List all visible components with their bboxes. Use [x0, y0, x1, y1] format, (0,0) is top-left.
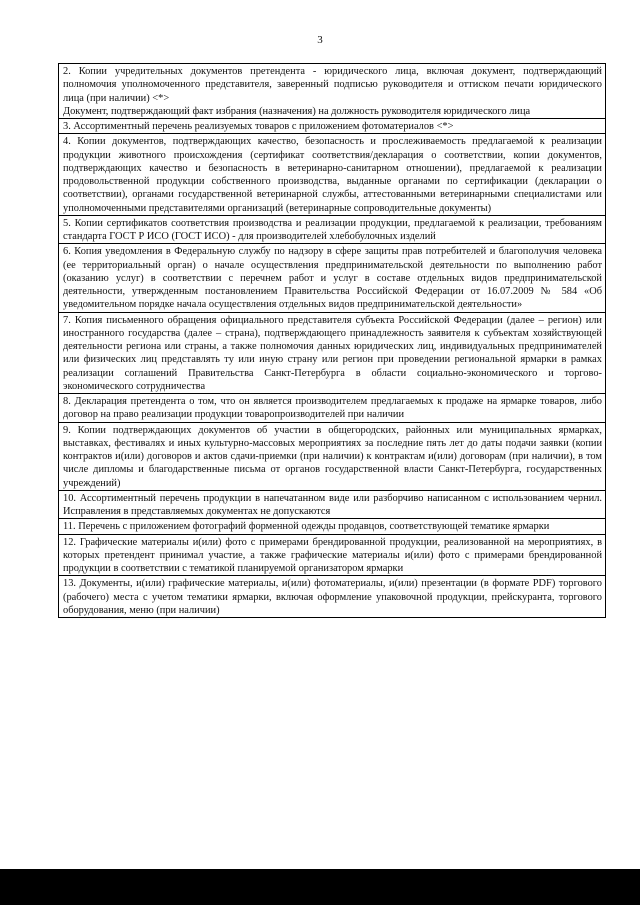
- table-row: [59, 119, 606, 134]
- cell-paragraph: 12. Графические материалы и(или) фото с примерами брендированной продукции, реализованной на мероприятиях, в которых претендент принимал участие, а также графические материалы и(или) фото с примерами брендированной продукции в соответствии с тематикой планируемой организатором ярмарки: [63, 536, 602, 574]
- cell-paragraph: 2. Копии учредительных документов претендента - юридического лица, включая документ, подтверждающий полномочия уполномоченного представителя, заверенный подписью руководителя и оттиском печати юридического лица (при наличии) <*>: [63, 66, 602, 104]
- cell-paragraph: 13. Документы, и(или) графические материалы, и(или) фотоматериалы, и(или) презентации (в формате PDF) торгового (рабочего) места с учетом тематики ярмарки, включая оформление упаковочной продукции, прейскуранта, торгового оборудования, меню (при наличии): [63, 578, 602, 616]
- table-cell: [59, 119, 606, 134]
- cell-paragraph: Документ, подтверждающий факт избрания (назначения) на должность руководителя юридического лица: [63, 105, 531, 117]
- table-row: [59, 534, 606, 576]
- documents-table-body: [59, 64, 606, 618]
- table-row: [59, 490, 606, 519]
- scan-bottom-edge: [0, 869, 640, 905]
- cell-paragraph: 8. Декларация претендента о том, что он является производителем предлагаемых к продаже на ярмарке товаров, либо договор на право реализации продукции товаропроизводителей при наличии: [63, 396, 602, 421]
- table-cell: [59, 64, 606, 119]
- table-cell: [59, 422, 606, 490]
- table-row: [59, 394, 606, 423]
- cell-paragraph: 3. Ассортиментный перечень реализуемых товаров с приложением фотоматериалов <*>: [63, 121, 454, 132]
- cell-paragraph: 10. Ассортиментный перечень продукции в напечатанном виде или разборчиво написанном с использованием чернил. Исправления в представляемых документах не допускаются: [63, 492, 602, 517]
- table-row: [59, 576, 606, 618]
- table-row: [59, 422, 606, 490]
- cell-paragraph: 6. Копия уведомления в Федеральную службу по надзору в сфере защиты прав потребителей и благополучия человека (ее территориальный орган) о начале осуществления предпринимательской деятельности по выполнению работ (оказанию услуг) в соответствии с перечнем работ и услуг в составе отдельных видов предпринимательской деятельности, утвержденным постановлением Правительства Российской Федерации от 16.07.2009 № 584 «Об уведомительном порядке начала осуществления отдельных видов предпринимательской деятельности»: [63, 246, 602, 311]
- table-cell: [59, 534, 606, 576]
- table-cell: [59, 394, 606, 423]
- cell-paragraph: 7. Копия письменного обращения официального представителя субъекта Российской Федерации (далее – регион) или иностранного государства (далее – страна), подтверждающего принадлежность заявителя к субъектам хозяйствующей деятельности региона или страны, а также полномочия данных юридических лиц, индивидуальных предпринимателей или физических лиц представлять ту или иную страну или регион при проведении региональной ярмарки в рамках реализации соглашений Правительства Санкт-Петербурга в области социально-экономического и торгово-экономического сотрудничества: [63, 314, 602, 392]
- cell-paragraph: 4. Копии документов, подтверждающих качество, безопасность и прослеживаемость предлагаемой к реализации продукции животного происхождения (сертификат соответствия/декларация о соответствии, копии документов, подтверждающих качество и безопасность в ветеринарно-санитарном отношении), предлагаемой к реализации продовольственной продукции собственного производства, выданные органами по сертификации (декларации о соответствии), органами государственной ветеринарной службы, аттестованными ветеринарными специалистами или уполномоченными представителями организаций (ветеринарные сопроводительные документы): [63, 136, 602, 214]
- cell-paragraph: 5. Копии сертификатов соответствия производства и реализации продукции, предлагаемой к реализации, требованиям стандарта ГОСТ Р ИСО (ГОСТ ИСО) - для производителей хлебобулочных изделий: [63, 217, 602, 242]
- table-row: [59, 312, 606, 394]
- table-cell: [59, 519, 606, 534]
- table-row: [59, 215, 606, 244]
- cell-paragraph: 11. Перечень с приложением фотографий форменной одежды продавцов, соответствующей тематике ярмарки: [63, 521, 550, 533]
- table-row: [59, 519, 606, 534]
- table-row: [59, 244, 606, 312]
- page-number: 3: [317, 34, 323, 46]
- table-cell: [59, 312, 606, 394]
- table-cell: [59, 576, 606, 618]
- table-cell: [59, 490, 606, 519]
- table-row: [59, 64, 606, 119]
- table-cell: [59, 134, 606, 216]
- cell-paragraph: 9. Копии подтверждающих документов об участии в общегородских, районных или муниципальных ярмарках, выставках, фестивалях и иных культурно-массовых мероприятиях за последние пять лет до даты подачи заявки (копии контрактов и(или) договоров и актов сдачи-приемки (при наличии) к контрактам и(или) договорам (при наличии), в том числе дипломы и благодарственные письма от органов государственной власти Санкт-Петербурга, государственных учреждений): [63, 424, 602, 489]
- documents-table: [58, 63, 606, 618]
- table-cell: [59, 244, 606, 312]
- table-row: [59, 134, 606, 216]
- table-cell: [59, 215, 606, 244]
